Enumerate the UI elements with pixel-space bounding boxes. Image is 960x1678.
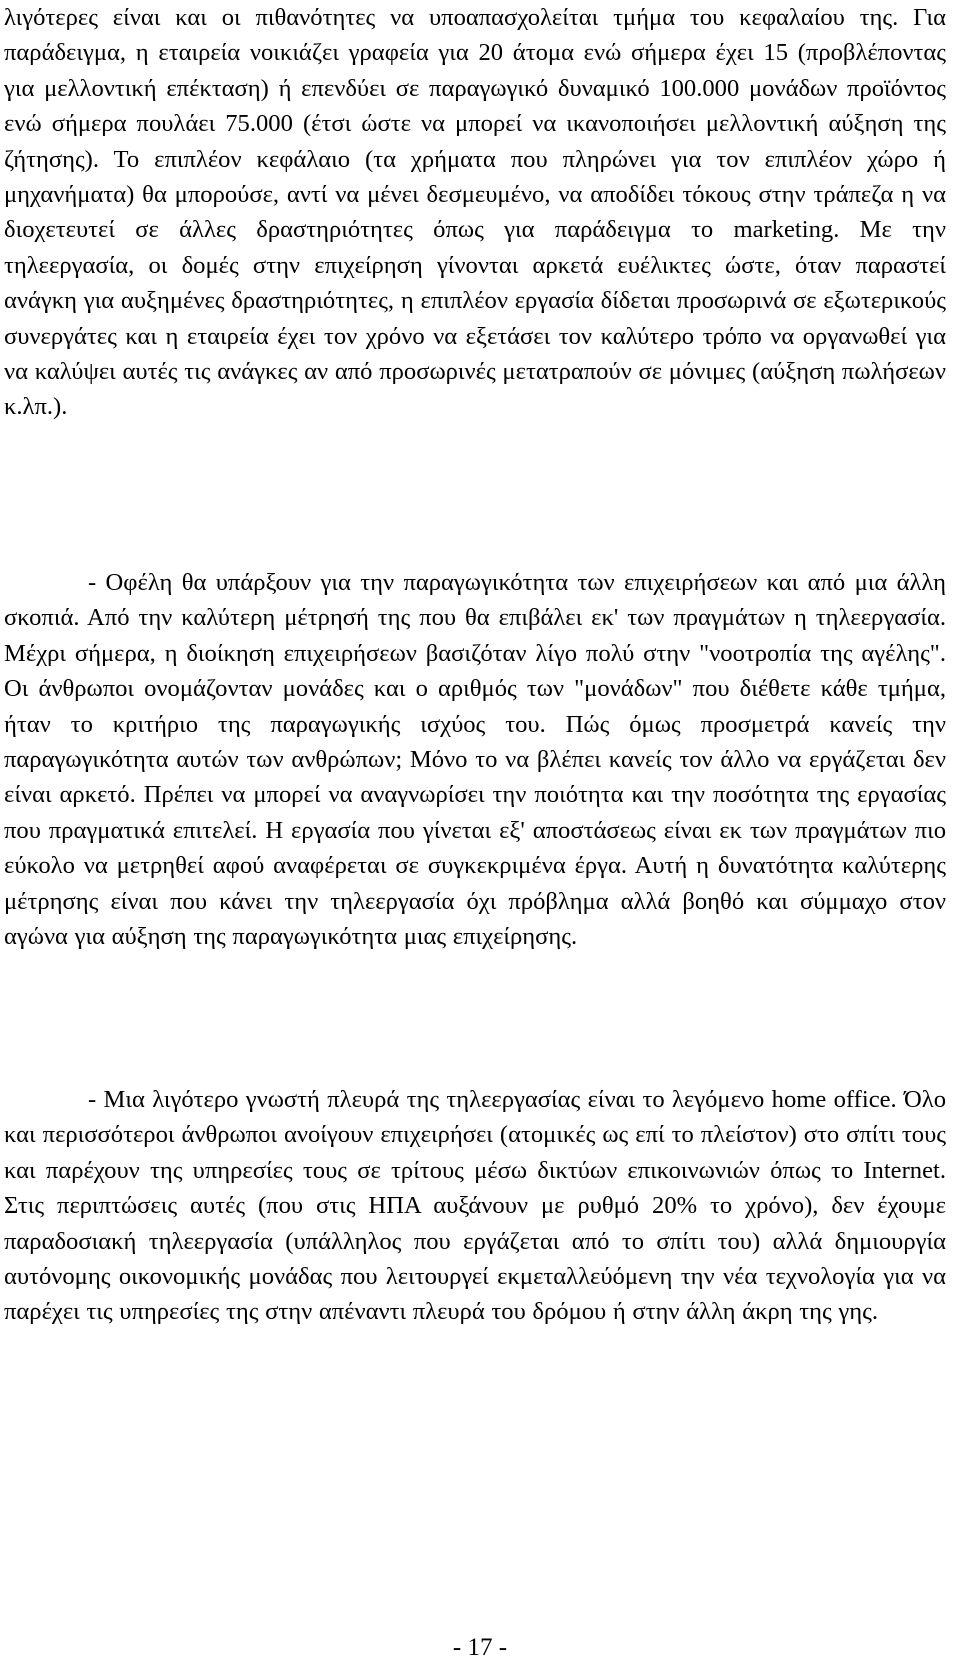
paragraph-capital-flexibility: λιγότερες είναι και οι πιθανότητες να υποαπασχολείται τμήμα του κεφαλαίου της. Για παράδειγμα, η εταιρεία νοικιάζει γραφεία για 20 άτομα ενώ σήμερα έχει 15 (προβλέποντας για μελλοντική επέκταση) ή επενδύει σε παραγωγικό δυναμικό 100.000 μονάδων προϊόντος ενώ σήμερα πουλάει 75.000 (έτσι ώστε να μπορεί να ικανοποιήσει μελλοντική αύξηση της ζήτησης). Το επιπλέον κεφάλαιο (τα χρήματα που πληρώνει για τον επιπλέον χώρο ή μηχανήματα) θα μπορούσε, αντί να μένει δεσμευμένο, να αποδίδει τόκους στην τράπεζα η να διοχετευτεί σε άλλες δραστηριότητες όπως για παράδειγμα το marketing. Με την τηλεεργασία, οι δομές στην επιχείρηση γίνονται αρκετά ευέλικτες ώστε, όταν παραστεί ανάγκη για αυξημένες δραστηριότητες, η επιπλέον εργασία δίδεται προσωρινά σε εξωτερικούς συνεργάτες και η εταιρεία έχει τον χρόνο να εξετάσει τον καλύτερο τρόπο να οργανωθεί για να καλύψει αυτές τις ανάγκες αν από προσωρινές μετατραπούν σε μόνιμες (αύξηση πωλήσεων κ.λπ.). [4,4,946,421]
page-number: - 17 - [452,1634,508,1661]
paragraph-productivity-measurement: - Οφέλη θα υπάρξουν για την παραγωγικότητα των επιχειρήσεων και από μια άλλη σκοπιά. Από την καλύτερη μέτρησή της που θα επιβάλει εκ' των πραγμάτων η τηλεεργασία. Μέχρι σήμερα, η διοίκηση επιχειρήσεων βασιζόταν λίγο πολύ στην "νοοτροπία της αγέλης". Οι άνθρωποι ονομάζονταν μονάδες και ο αριθμός των "μονάδων" που διέθετε κάθε τμήμα, ήταν το κριτήριο της παραγωγικής ισχύος του. Πώς όμως προσμετρά κανείς την παραγωγικότητα αυτών των ανθρώπων; Μόνο το να βλέπει κανείς τον άλλο να εργάζεται δεν είναι αρκετό. Πρέπει να μπορεί να αναγνωρίσει την ποιότητα και την ποσότητα της εργασίας που πραγματικά επιτελεί. Η εργασία που γίνεται εξ' αποστάσεως είναι εκ των πραγμάτων πιο εύκολο να μετρηθεί αφού αναφέρεται σε συγκεκριμένα έργα. Αυτή η δυνατότητα καλύτερης μέτρησης είναι που κάνει την τηλεεργασία όχι πρόβλημα αλλά βοηθό και σύμμαχο στον αγώνα για αύξηση της παραγωγικότητα μιας επιχείρησης. [4,569,946,951]
paragraph-home-office: - Μια λιγότερο γνωστή πλευρά της τηλεεργασίας είναι το λεγόμενο home office. Όλο και περισσότεροι άνθρωποι ανοίγουν επιχειρήσει (ατομικές ως επί το πλείστον) στο σπίτι τους και παρέχουν της υπηρεσίες τους σε τρίτους μέσω δικτύων επικοινωνιών όπως το Internet. Στις περιπτώσεις αυτές (που στις ΗΠΑ αυξάνουν με ρυθμό 20% το χρόνο), δεν έχουμε παραδοσιακή τηλεεργασία (υπάλληλος που εργάζεται από το σπίτι του) αλλά δημιουργία αυτόνομης οικονομικής μονάδας που λειτουργεί εκμεταλλεύόμενη την νέα τεχνολογία για να παρέχει τις υπηρεσίες της στην απέναντι πλευρά του δρόμου ή στην άλλη άκρη της γης. [4,1086,946,1326]
